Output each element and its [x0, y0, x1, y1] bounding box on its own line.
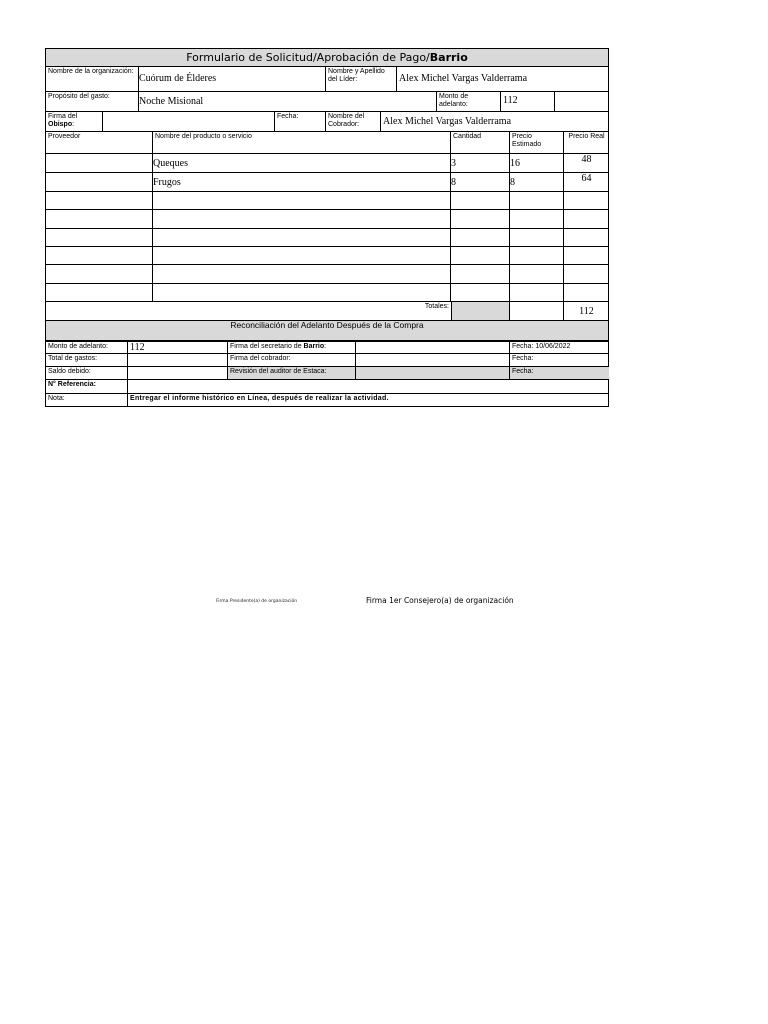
- item-provider-cell[interactable]: [46, 210, 153, 229]
- item-est-cell[interactable]: [510, 265, 564, 284]
- item-real-cell[interactable]: [564, 284, 609, 302]
- item-provider-cell[interactable]: [46, 247, 153, 265]
- r-advance-label: Monto de adelanto:: [46, 341, 128, 354]
- item-qty-cell[interactable]: 8: [451, 173, 510, 192]
- date-label: Fecha:: [275, 112, 326, 132]
- item-real-cell[interactable]: 64: [564, 173, 609, 192]
- item-real-cell[interactable]: [564, 247, 609, 265]
- r-total-label: Total de gastos:: [46, 354, 128, 367]
- r-secretary-ward: Barrio: [303, 343, 325, 350]
- item-qty-cell[interactable]: [451, 284, 510, 302]
- advance-label: Monto de adelanto:: [437, 92, 501, 112]
- item-est-cell[interactable]: [510, 284, 564, 302]
- r-secretary-colon: :: [324, 343, 327, 350]
- col-est-header: Precio Estimado: [510, 132, 564, 154]
- r-secretary-signature[interactable]: [356, 341, 510, 354]
- org-value[interactable]: Cuórum de Élderes: [139, 67, 326, 92]
- org-label: Nombre de la organización:: [46, 67, 139, 92]
- item-provider-cell[interactable]: [46, 173, 153, 192]
- bishop-label-colon: :: [72, 121, 75, 128]
- item-real-cell[interactable]: 48: [564, 154, 609, 173]
- r-secretary-label: [228, 341, 356, 354]
- item-provider-cell[interactable]: [46, 192, 153, 210]
- r-date-3: Fecha:: [510, 367, 609, 380]
- item-product-cell[interactable]: [153, 210, 451, 229]
- item-real-cell[interactable]: [564, 210, 609, 229]
- form-title-main: Formulario de Solicitud/Aprobación de Pago/: [186, 51, 430, 64]
- item-qty-cell[interactable]: [451, 247, 510, 265]
- item-est-cell[interactable]: [510, 210, 564, 229]
- r-collector-signature[interactable]: [356, 354, 510, 367]
- form-title-ward: Barrio: [429, 51, 468, 64]
- item-product-cell[interactable]: [153, 265, 451, 284]
- totals-est: [510, 302, 564, 321]
- purpose-label: Propósito del gasto:: [46, 92, 139, 112]
- reconciliation-section: [45, 341, 609, 407]
- note-value: Entregar el informe histórico en Línea, después de realizar la actividad.: [128, 394, 609, 407]
- item-real-cell[interactable]: [564, 192, 609, 210]
- totals-row: [45, 302, 609, 321]
- form-title: [45, 48, 609, 67]
- item-real-cell[interactable]: [564, 229, 609, 247]
- item-provider-cell[interactable]: [46, 229, 153, 247]
- item-provider-cell[interactable]: [46, 265, 153, 284]
- item-product-cell[interactable]: [153, 229, 451, 247]
- item-real-cell[interactable]: [564, 265, 609, 284]
- r-auditor-signature: [356, 367, 510, 380]
- item-product-cell[interactable]: Frugos: [153, 173, 451, 192]
- r-advance-value[interactable]: 112: [128, 341, 228, 354]
- totals-label: Totales:: [46, 302, 451, 321]
- item-qty-cell[interactable]: [451, 265, 510, 284]
- items-table: [45, 154, 609, 302]
- item-product-cell[interactable]: [153, 284, 451, 302]
- president-signature-caption: Firma Presidente(a) de organización: [216, 599, 298, 604]
- totals-qty: [451, 302, 510, 321]
- reconciliation-title: Reconciliación del Adelanto Después de la Compra: [45, 321, 609, 341]
- item-est-cell[interactable]: 16: [510, 154, 564, 173]
- r-balance-label: Saldo debido:: [46, 367, 128, 380]
- col-qty-header: Cantidad: [451, 132, 510, 154]
- ref-value[interactable]: [128, 380, 609, 394]
- item-est-cell[interactable]: [510, 247, 564, 265]
- advance-value[interactable]: 112: [501, 92, 555, 112]
- r-date-1: Fecha: 10/06/2022: [510, 341, 609, 354]
- note-label: Nota:: [46, 394, 128, 407]
- item-product-cell[interactable]: Queques: [153, 154, 451, 173]
- r-auditor-label: Revisión del auditor de Estaca:: [228, 367, 356, 380]
- col-product-header: Nombre del producto o servicio: [153, 132, 451, 154]
- col-real-header: Precio Real: [564, 132, 609, 154]
- purpose-value[interactable]: Noche Misional: [139, 92, 437, 112]
- bishop-signature-field[interactable]: [103, 112, 275, 132]
- leader-value[interactable]: Alex Michel Vargas Valderrama: [397, 67, 609, 92]
- item-est-cell[interactable]: [510, 192, 564, 210]
- leader-label: Nombre y Apellido del Líder:: [326, 67, 397, 92]
- bishop-label-line2: Obispo: [48, 121, 73, 128]
- r-collector-signature-label: Firma del cobrador:: [228, 354, 356, 367]
- item-qty-cell[interactable]: [451, 192, 510, 210]
- collector-value[interactable]: Alex Michel Vargas Valderrama: [381, 112, 609, 132]
- item-product-cell[interactable]: [153, 247, 451, 265]
- item-qty-cell[interactable]: [451, 229, 510, 247]
- ref-label: N° Referencia:: [46, 380, 128, 394]
- col-provider-header: Proveedor: [46, 132, 153, 154]
- bishop-signature-label: [46, 112, 103, 132]
- r-date-2: Fecha:: [510, 354, 609, 367]
- item-provider-cell[interactable]: [46, 154, 153, 173]
- bishop-label-line1: Firma del: [48, 113, 78, 120]
- form-header-section: [45, 67, 609, 154]
- item-est-cell[interactable]: [510, 229, 564, 247]
- payment-request-form: [45, 48, 609, 407]
- counselor-signature-caption: Firma 1er Consejero(a) de organización: [366, 596, 514, 605]
- r-balance-value[interactable]: [128, 367, 228, 380]
- item-est-cell[interactable]: 8: [510, 173, 564, 192]
- advance-blank: [555, 92, 609, 112]
- collector-label: Nombre del Cobrador:: [326, 112, 381, 132]
- r-secretary-text: Firma del secretario de: [230, 343, 304, 350]
- item-provider-cell[interactable]: [46, 284, 153, 302]
- item-qty-cell[interactable]: 3: [451, 154, 510, 173]
- r-total-value[interactable]: [128, 354, 228, 367]
- item-qty-cell[interactable]: [451, 210, 510, 229]
- totals-real: 112: [564, 302, 609, 321]
- item-product-cell[interactable]: [153, 192, 451, 210]
